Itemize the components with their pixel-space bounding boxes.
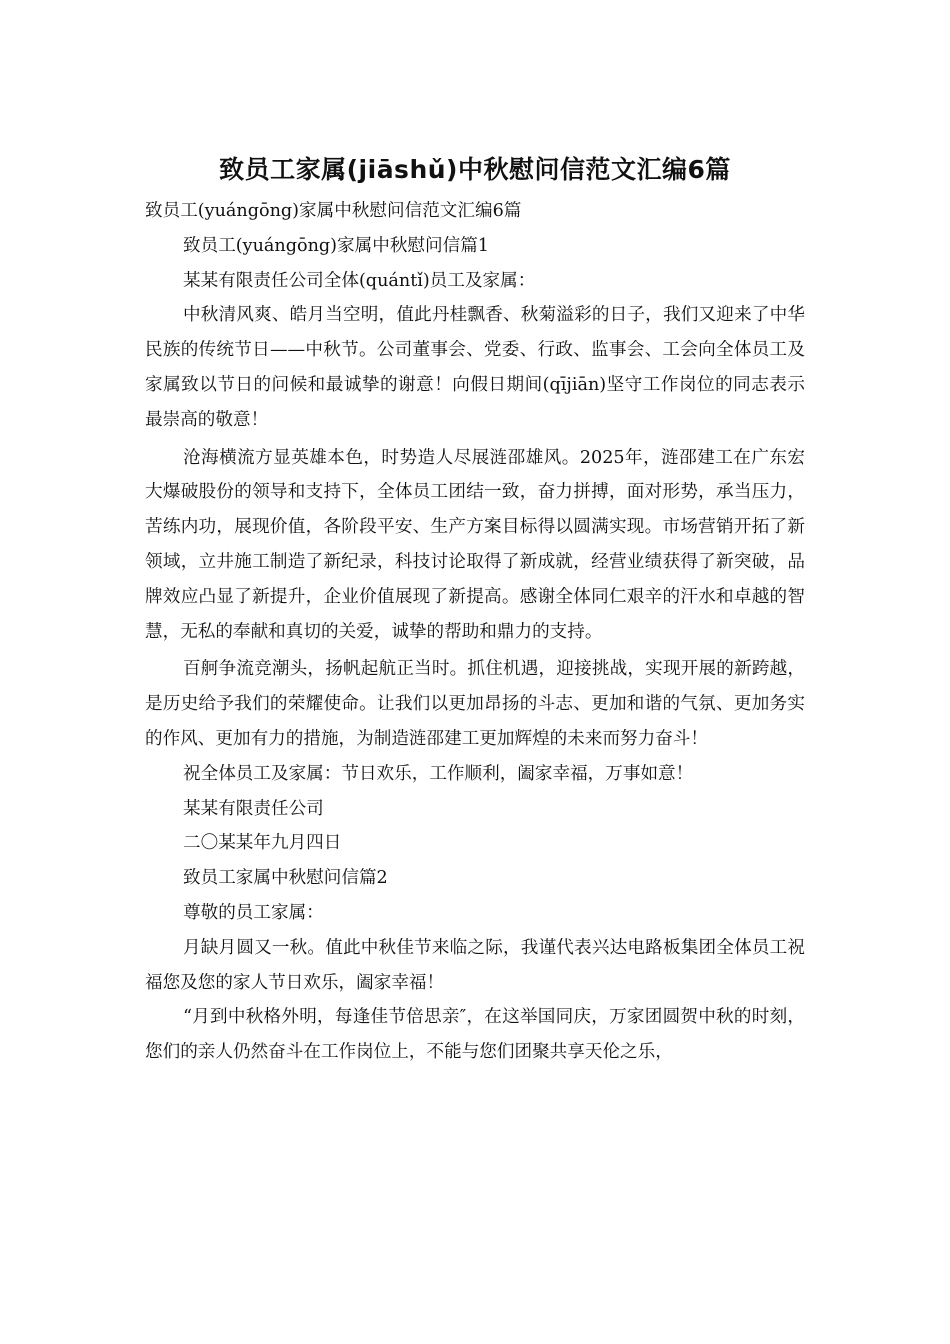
paragraph: 百舸争流竞潮头，扬帆起航正当时。抓住机遇，迎接挑战，实现开展的新跨越，是历史给予我们的荣耀使命。让我们以更加昂扬的斗志、更加和谐的气氛、更加务实的作风、更加有力的措施，为制造涟邵建工更加辉煌的未来而努力奋斗！ (145, 659, 805, 749)
document-body (145, 194, 805, 1070)
paragraph: “月到中秋格外明，每逢佳节倍思亲″，在这举国同庆，万家团圆贺中秋的时刻，您们的亲人仍然奋斗在工作岗位上，不能与您们团聚共享天伦之乐， (145, 1007, 805, 1063)
paragraph: 致员工(yuángōng)家属中秋慰问信篇1 (183, 235, 489, 256)
paragraph: 某某有限责任公司全体(quántǐ)员工及家属： (183, 270, 536, 291)
paragraph: 祝全体员工及家属：节日欢乐，工作顺利，阖家幸福，万事如意！ (183, 763, 694, 784)
paragraph: 沧海横流方显英雄本色，时势造人尽展涟邵雄风。2025年，涟邵建工在广东宏大爆破股份的领导和支持下，全体员工团结一致，奋力拼搏，面对形势，承当压力，苦练内功，展现价值，各阶段平安、生产方案目标得以圆满实现。市场营销开拓了新领域，立井施工制造了新纪录，科技讨论取得了新成就，经营业绩获得了新突破，品牌效应凸显了新提升，企业价值展现了新提高。感谢全体同仁艰辛的汗水和卓越的智慧，无私的奉献和真切的关爱，诚挚的帮助和鼎力的支持。 (145, 447, 805, 642)
paragraph: 尊敬的员工家属： (183, 902, 324, 923)
paragraph: 致员工(yuángōng)家属中秋慰问信范文汇编6篇 (145, 201, 522, 221)
paragraph: 中秋清风爽、皓月当空明，值此丹桂飘香、秋菊溢彩的日子，我们又迎来了中华民族的传统节日——中秋节。公司董事会、党委、行政、监事会、工会向全体员工及家属致以节日的问候和最诚挚的谢意！向假日期间(qījiān)坚守工作岗位的同志表示最崇高的敬意！ (145, 305, 805, 430)
paragraph: 致员工家属中秋慰问信篇2 (183, 868, 388, 889)
paragraph: 二〇某某年九月四日 (183, 833, 342, 854)
document-title: 致员工家属(jiāshǔ)中秋慰问信范文汇编6篇 (219, 155, 731, 184)
paragraph: 月缺月圆又一秋。值此中秋佳节来临之际，我谨代表兴达电路板集团全体员工祝福您及您的家人节日欢乐，阖家幸福！ (145, 937, 805, 993)
paragraph: 某某有限责任公司 (183, 798, 324, 819)
